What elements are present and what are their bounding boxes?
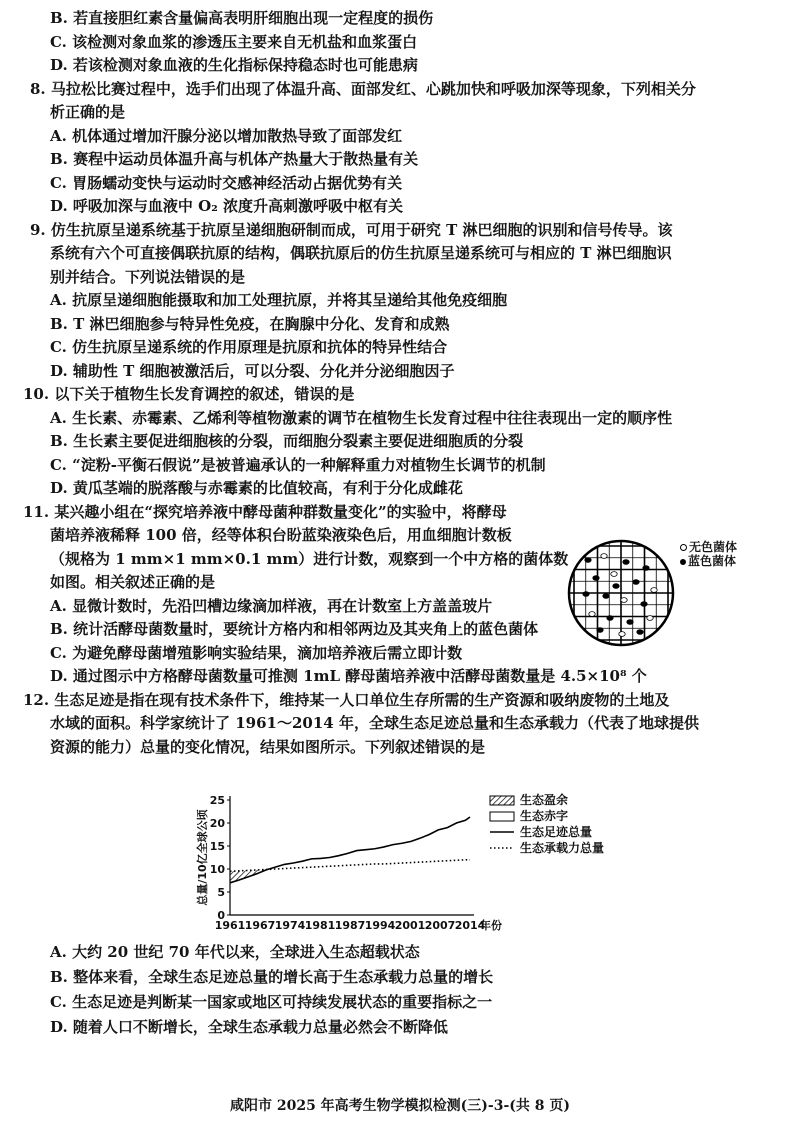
y-axis-label: 总量/10亿全球公顷 bbox=[196, 809, 209, 906]
unstained-cell bbox=[601, 554, 607, 559]
stained-cell bbox=[613, 584, 619, 589]
answer-option: C. 生态足迹是判断某一国家或地区可持续发展状态的重要指标之一 bbox=[50, 993, 493, 1011]
stained-cell bbox=[641, 602, 647, 607]
text-line: 9. 仿生抗原呈递系统基于抗原呈递细胞研制而成，可用于研究 T 淋巴细胞的识别和信号传导。该 bbox=[30, 220, 673, 239]
x-tick-label: 1994 bbox=[364, 919, 396, 932]
answer-option: B. 整体来看，全球生态足迹总量的增长高于生态承载力总量的增长 bbox=[50, 968, 494, 986]
text-line: C. 仿生抗原呈递系统的作用原理是抗原和抗体的特异性结合 bbox=[50, 338, 448, 356]
stained-cell bbox=[627, 620, 633, 625]
text-line: A. 生长素、赤霉素、乙烯利等植物激素的调节在植物生长发育过程中往往表现出一定的顺序性 bbox=[50, 408, 673, 427]
text-line: B. 统计活酵母菌数量时，要统计方格内和相邻两边及其夹角上的蓝色菌体 bbox=[50, 620, 539, 638]
legend-deficit-label: 生态赤字 bbox=[520, 809, 569, 823]
stained-cell bbox=[607, 616, 613, 621]
answer-option: D. 随着人口不断增长，全球生态承载力总量必然会不断降低 bbox=[50, 1018, 448, 1036]
stained-cell bbox=[583, 592, 589, 597]
text-line: D. 黄瓜茎端的脱落酸与赤霉素的比值较高，有利于分化成雌花 bbox=[50, 479, 463, 497]
legend-unstained: 无色菌体 bbox=[680, 540, 737, 554]
x-tick-label: 2014 bbox=[454, 919, 486, 932]
text-line: 12. 生态足迹是指在现有技术条件下，维持某一人口单位生存所需的生产资源和吸纳废物的土地及 bbox=[23, 690, 670, 709]
text-line: 水域的面积。科学家统计了 1961～2014 年，全球生态足迹总量和生态承载力（代表了地球提供 bbox=[50, 714, 699, 732]
text-line: 8. 马拉松比赛过程中，选手们出现了体温升高、面部发红、心跳加快和呼吸加深等现象，下列相关分 bbox=[30, 79, 696, 98]
x-tick-label: 2007 bbox=[424, 919, 456, 932]
stained-cell bbox=[623, 560, 629, 565]
y-tick-label: 10 bbox=[209, 863, 225, 876]
text-line: 11. 某兴趣小组在“探究培养液中酵母菌种群数量变化”的实验中，将酵母 bbox=[23, 502, 507, 521]
legend-surplus-swatch bbox=[490, 796, 514, 805]
text-line: C. 胃肠蠕动变快与运动时交感神经活动占据优势有关 bbox=[50, 173, 403, 192]
x-tick-label: 1987 bbox=[334, 919, 366, 932]
unstained-cell bbox=[611, 572, 617, 577]
legend-footprint-label: 生态足迹总量 bbox=[520, 825, 593, 839]
legend-stained: 蓝色菌体 bbox=[680, 554, 737, 568]
x-tick-label: 1961 bbox=[214, 919, 246, 932]
text-line: 别并结合。下列说法错误的是 bbox=[50, 267, 246, 286]
y-tick-label: 20 bbox=[209, 817, 225, 830]
y-tick-label: 0 bbox=[217, 909, 225, 922]
x-tick-label: 1967 bbox=[244, 919, 276, 932]
stained-cell bbox=[633, 580, 639, 585]
counting-chamber-svg bbox=[566, 538, 676, 648]
stained-cell bbox=[643, 566, 649, 571]
text-line: D. 若该检测对象血液的生化指标保持稳态时也可能患病 bbox=[50, 56, 418, 74]
text-line: 菌培养液稀释 100 倍，经等体积台盼蓝染液染色后，用血细胞计数板 bbox=[50, 526, 512, 544]
grid-legend bbox=[680, 540, 737, 568]
x-tick-label: 2001 bbox=[394, 919, 426, 932]
x-axis-label: 年份 bbox=[480, 919, 502, 932]
y-tick-label: 15 bbox=[209, 840, 225, 853]
text-line: A. 抗原呈递细胞能摄取和加工处理抗原，并将其呈递给其他免疫细胞 bbox=[50, 291, 508, 309]
text-line: B. T 淋巴细胞参与特异性免疫，在胸腺中分化、发育和成熟 bbox=[50, 314, 450, 333]
text-line: D. 通过图示中方格酵母菌数量可推测 1mL 酵母菌培养液中活酵母菌数量是 4.5×10⁸ 个 bbox=[50, 667, 647, 685]
stained-cell bbox=[603, 594, 609, 599]
legend-capacity-label: 生态承载力总量 bbox=[520, 841, 605, 855]
text-line: 析正确的是 bbox=[50, 103, 126, 121]
stained-cell bbox=[593, 576, 599, 581]
text-line: 10. 以下关于植物生长发育调控的叙述，错误的是 bbox=[23, 385, 355, 403]
stained-cell bbox=[637, 630, 643, 635]
text-line: D. 辅助性 T 细胞被激活后，可以分裂、分化并分泌细胞因子 bbox=[50, 361, 455, 380]
y-tick-label: 5 bbox=[217, 886, 225, 899]
text-line: B. 若直接胆红素含量偏高表明肝细胞出现一定程度的损伤 bbox=[50, 9, 434, 27]
text-line: A. 显微计数时，先沿凹槽边缘滴加样液，再在计数室上方盖盖玻片 bbox=[50, 596, 493, 615]
text-line: 如图。相关叙述正确的是 bbox=[50, 573, 216, 591]
unstained-cell-icon bbox=[680, 544, 687, 551]
legend-deficit-swatch bbox=[490, 812, 514, 821]
legend-surplus-label: 生态盈余 bbox=[520, 793, 569, 807]
ecological-footprint-chart bbox=[190, 790, 630, 940]
unstained-cell bbox=[651, 588, 657, 593]
text-line: B. 赛程中运动员体温升高与机体产热量大于散热量有关 bbox=[50, 150, 419, 168]
unstained-cell bbox=[589, 612, 595, 617]
x-tick-label: 1974 bbox=[274, 919, 306, 932]
unstained-cell bbox=[647, 616, 653, 621]
text-line: C. 为避免酵母菌增殖影响实验结果，滴加培养液后需立即计数 bbox=[50, 643, 463, 662]
counting-chamber-grid-figure bbox=[566, 538, 676, 648]
unstained-cell bbox=[621, 598, 627, 603]
y-tick-label: 25 bbox=[209, 794, 225, 807]
text-line: B. 生长素主要促进细胞核的分裂，而细胞分裂素主要促进细胞质的分裂 bbox=[50, 432, 524, 450]
chart-svg bbox=[190, 790, 630, 940]
answer-option: A. 大约 20 世纪 70 年代以来，全球进入生态超载状态 bbox=[50, 943, 420, 961]
x-tick-label: 1981 bbox=[304, 919, 336, 932]
page-footer: 咸阳市 2025 年高考生物学模拟检测(三)-3-(共 8 页) bbox=[229, 1098, 571, 1114]
text-line: C. 该检测对象血浆的渗透压主要来自无机盐和血浆蛋白 bbox=[50, 32, 418, 51]
unstained-cell bbox=[619, 632, 625, 637]
text-line: C. “淀粉-平衡石假说”是被普遍承认的一种解释重力对植物生长调节的机制 bbox=[50, 455, 546, 474]
stained-cell bbox=[597, 628, 603, 633]
text-line: 系统有六个可直接偶联抗原的结构，偶联抗原后的仿生抗原呈递系统可与相应的 T 淋巴细胞识 bbox=[50, 244, 672, 262]
text-line: D. 呼吸加深与血液中 O₂ 浓度升高刺激呼吸中枢有关 bbox=[50, 197, 404, 215]
stained-cell bbox=[585, 558, 591, 563]
text-line: 资源的能力）总量的变化情况，结果如图所示。下列叙述错误的是 bbox=[50, 737, 486, 756]
stained-cell-icon bbox=[680, 559, 686, 565]
text-line: （规格为 1 mm×1 mm×0.1 mm）进行计数，观察到一个中方格的菌体数 bbox=[50, 549, 569, 568]
text-line: A. 机体通过增加汗腺分泌以增加散热导致了面部发红 bbox=[50, 126, 403, 145]
